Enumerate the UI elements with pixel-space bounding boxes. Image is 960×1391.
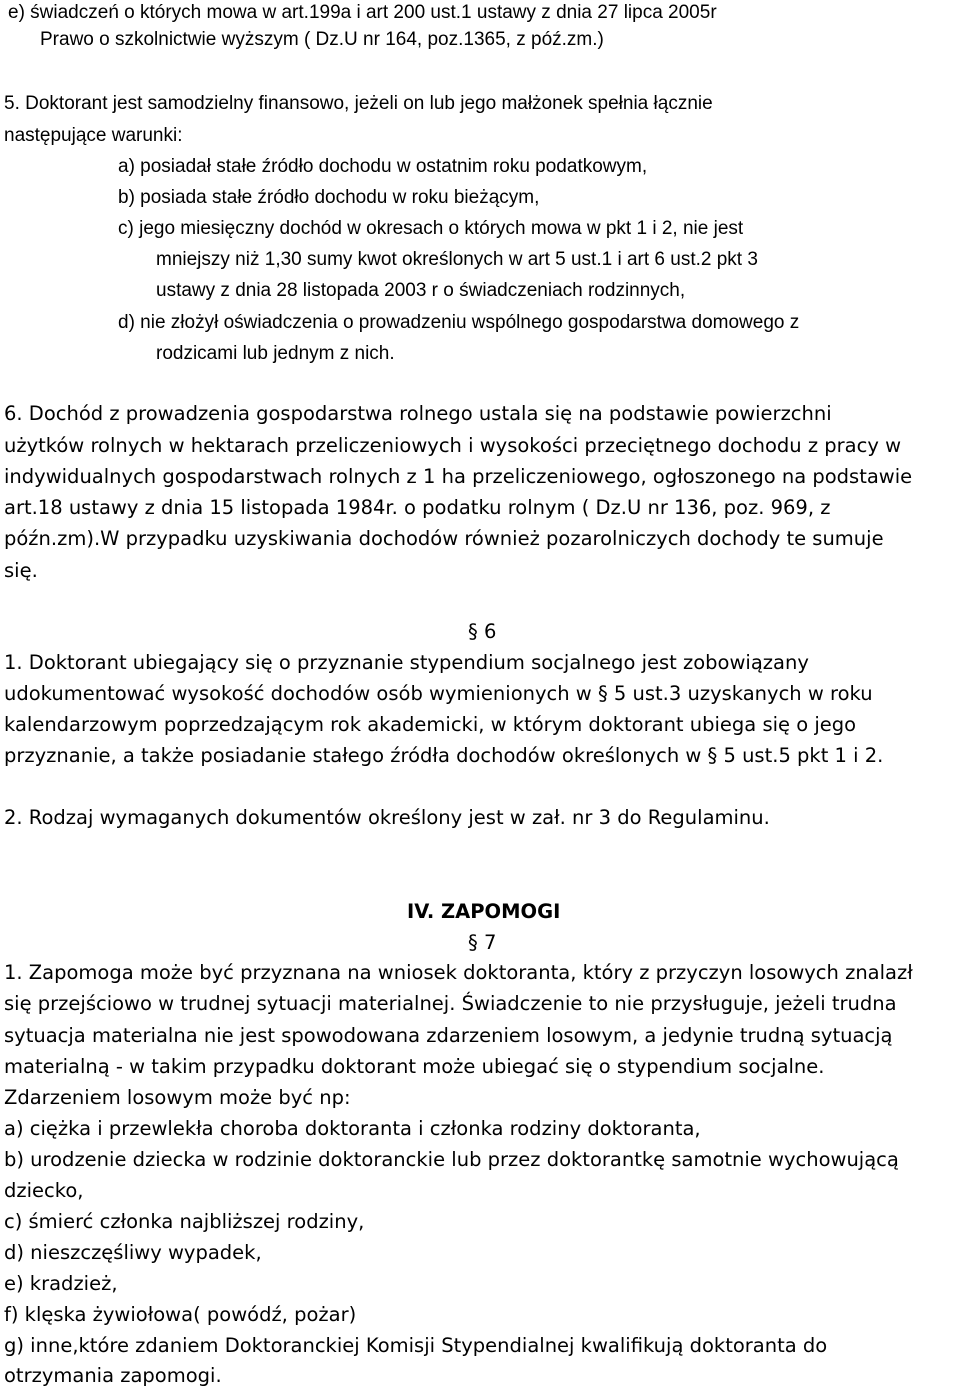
condition-d: d) nie złożył oświadczenia o prowadzeniu wspólnego gospodarstwa domowego z <box>118 312 800 333</box>
list-item-e: e) świadczeń o których mowa w art.199a i art 200 ust.1 ustawy z dnia 27 lipca 2005r <box>8 2 717 23</box>
section-6-heading: § 6 <box>468 620 497 643</box>
list-item-g: g) inne,które zdaniem Doktoranckiej Komisji Stypendialnej kwalifikują doktoranta do <box>4 1334 828 1357</box>
list-item-b-cont: dziecko, <box>4 1179 84 1202</box>
section-6-point-1-line: kalendarzowym poprzedzającym rok akademicki, w którym doktorant ubiega się o jego <box>4 713 857 736</box>
paragraph-6-line: art.18 ustawy z dnia 15 listopada 1984r. o podatku rolnym ( Dz.U nr 136, poz. 969, z <box>4 496 831 519</box>
section-7-line: materialną - w takim przypadku doktorant może ubiegać się o stypendium socjalne. <box>4 1055 825 1078</box>
list-item-b: b) urodzenie dziecka w rodzinie doktoranckie lub przez doktorantkę samotnie wychowującą <box>4 1148 899 1171</box>
section-7-line: sytuacja materialna nie jest spowodowana zdarzeniem losowym, a jedynie trudną sytuacją <box>4 1024 893 1047</box>
condition-c-cont: mniejszy niż 1,30 sumy kwot określonych w art 5 ust.1 i art 6 ust.2 pkt 3 <box>156 249 758 270</box>
paragraph-6-line: indywidualnych gospodarstwach rolnych z 1 ha przeliczeniowego, ogłoszonego na podstawie <box>4 465 913 488</box>
list-item-a: a) ciężka i przewlekła choroba doktoranta i członka rodziny doktoranta, <box>4 1117 701 1140</box>
section-7-line: 1. Zapomoga może być przyznana na wniosek doktoranta, który z przyczyn losowych znalazł <box>4 961 913 984</box>
section-7-line: Zdarzeniem losowym może być np: <box>4 1086 351 1109</box>
condition-a: a) posiadał stałe źródło dochodu w ostatnim roku podatkowym, <box>118 156 648 177</box>
condition-d-cont: rodzicami lub jednym z nich. <box>156 343 395 364</box>
paragraph-6-line: się. <box>4 559 38 582</box>
condition-c-cont: ustawy z dnia 28 listopada 2003 r o świadczeniach rodzinnych, <box>156 280 686 301</box>
list-item-f: f) klęska żywiołowa( powódź, pożar) <box>4 1303 357 1326</box>
list-item-e-cont: Prawo o szkolnictwie wyższym ( Dz.U nr 164, poz.1365, z póź.zm.) <box>40 29 604 50</box>
chapter-title: IV. ZAPOMOGI <box>407 900 561 923</box>
list-item-g-cont: otrzymania zapomogi. <box>4 1364 222 1387</box>
condition-c: c) jego miesięczny dochód w okresach o których mowa w pkt 1 i 2, nie jest <box>118 218 744 239</box>
condition-b: b) posiada stałe źródło dochodu w roku bieżącym, <box>118 187 540 208</box>
paragraph-5-line: następujące warunki: <box>4 125 183 146</box>
paragraph-6-line: późn.zm).W przypadku uzyskiwania dochodów również pozarolniczych dochody te sumuje <box>4 527 884 550</box>
section-6-point-1-line: udokumentować wysokość dochodów osób wymienionych w § 5 ust.3 uzyskanych w roku <box>4 682 873 705</box>
paragraph-6-line: 6. Dochód z prowadzenia gospodarstwa rolnego ustala się na podstawie powierzchni <box>4 402 832 425</box>
list-item-e: e) kradzież, <box>4 1272 118 1295</box>
section-6-point-1-line: 1. Doktorant ubiegający się o przyznanie stypendium socjalnego jest zobowiązany <box>4 651 809 674</box>
paragraph-6-line: użytków rolnych w hektarach przeliczeniowych i wysokości przeciętnego dochodu z pracy w <box>4 434 902 457</box>
list-item-c: c) śmierć członka najbliższej rodziny, <box>4 1210 365 1233</box>
section-6-point-2: 2. Rodzaj wymaganych dokumentów określony jest w zał. nr 3 do Regulaminu. <box>4 806 770 829</box>
list-item-d: d) nieszczęśliwy wypadek, <box>4 1241 262 1264</box>
paragraph-5-line: 5. Doktorant jest samodzielny finansowo, jeżeli on lub jego małżonek spełnia łącznie <box>4 93 713 114</box>
section-6-point-1-line: przyznanie, a także posiadanie stałego źródła dochodów określonych w § 5 ust.5 pkt 1 i 2. <box>4 744 884 767</box>
section-7-heading: § 7 <box>468 931 497 954</box>
section-7-line: się przejściowo w trudnej sytuacji materialnej. Świadczenie to nie przysługuje, jeżeli trudna <box>4 992 897 1015</box>
